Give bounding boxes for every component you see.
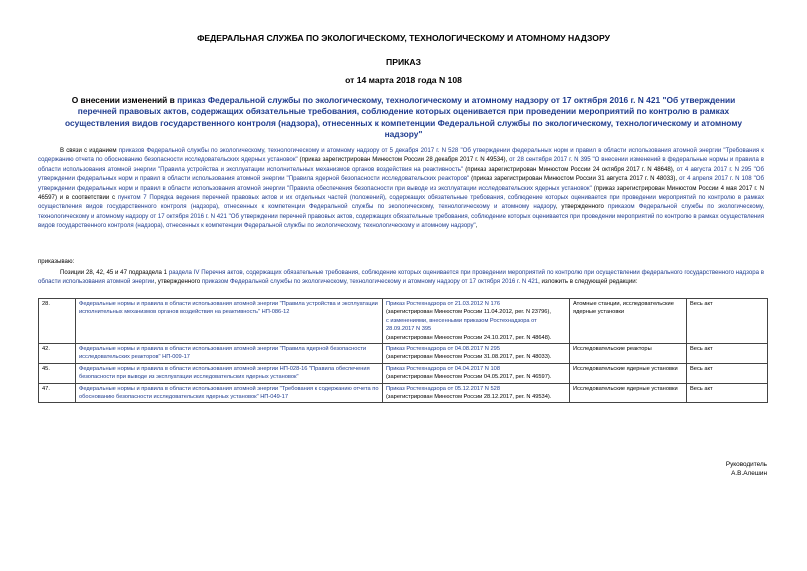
amendment-link[interactable]: приказом Федеральной службы по экологическому, технологическому и атомному надзору от 17 октября 2016 г. N 421 [201,278,539,286]
preamble-link[interactable]: от 4 августа 2017 г. N 295 "Об утверждении федеральных норм и правил в области использования атомной энергии "Правила ядерной безопасности исследовательских реакторов" [38,165,764,183]
act-name-link[interactable]: Федеральные нормы и правила в области использования атомной энергии НП-028-16 "Правила обеспечения безопасности при выводе из эксплуатации исследовательских ядерных установок" [79,365,370,381]
preamble-text: (приказ зарегистрирован Минюстом России 24 октября 2017 г. N 48648), [463,165,677,173]
scope-cell: Атомные станции, исследовательские ядерные установки [570,299,687,344]
scope-cell: Исследовательские ядерные установки [570,363,687,383]
row-number: 42. [39,344,76,364]
document-subject [60,95,747,141]
document-type: ПРИКАЗ [386,57,421,67]
table-row [39,363,768,383]
preamble-text: (приказ зарегистрирован Минюстом России 28 декабря 2017 г. N 49534), [297,156,510,164]
scope-cell: Исследовательские реакторы [570,344,687,364]
preamble-link[interactable]: приказов Федеральной службы по экологическому, технологическому и атомному надзору от 5 декабря 2017 г. N 528 "Об утверждении федеральных норм и правил в области использования атомной энергии "Требования к содержанию отчета по обоснованию безопасности исследовательских ядерных установок" [38,147,764,164]
preamble-link[interactable]: от 4 апреля 2017 г. N 108 "Об утверждении федеральных норм и правил в области использования атомной энергии "Правила обеспечения безопасности при выводе из эксплуатации исследовательских ядерных установок" [38,175,764,192]
act-name-link[interactable]: Федеральные нормы и правила в области использования атомной энергии "Правила устройства и эксплуатации исполнительных механизмов органов воздействия на реактивность" НП-086-12 [79,301,378,316]
extent-cell: Весь акт [687,299,768,344]
amendment-order-link[interactable]: с изменениями, внесенными приказом Ростехнадзора от 28.09.2017 N 395 [386,317,537,333]
amendment-text: , утвержденного [154,278,202,286]
approval-link[interactable]: Приказ Ростехнадзора от 04.08.2017 N 295 [386,346,500,353]
row-number: 45. [39,363,76,383]
act-name-link[interactable]: Федеральные нормы и правила в области использования атомной энергии "Требования к содержанию отчета по обоснованию безопасности исследовательских ядерных установок" НП-049-17 [79,385,379,401]
subject-lead: О внесении изменений в [71,95,178,105]
amendments-table [38,298,768,403]
amendment-text: Позиции 28, 42, 45 и 47 подраздела 1 [60,269,169,276]
preamble-text: В связи с изданием [60,147,119,154]
approval-cell [383,299,570,344]
extent-cell: Весь акт [687,344,768,364]
signatory-title: Руководитель [725,461,767,468]
preamble-link[interactable]: приказом Федеральной службы по экологическому, технологическому и атомному надзору от 17 октября 2016 г. N 421 "Об утверждении перечней правовых актов, содержащих обязательные требования, соблюдение которых оценивается при проведении мероприятий по контролю в рамках осуществления видов государственного контроля (надзора), отнесенных к компетенции Федеральной службы по экологическому, технологическому и атомному надзору" [38,203,765,230]
signature-block [726,460,767,478]
amendment-paragraph [38,268,764,287]
amendment-text: , изложить в следующей редакции: [538,278,638,286]
signatory-name: А.В.Алешин [731,470,767,477]
registration-text: (зарегистрирован Минюстом России 11.04.2012, рег. N 23796), [386,309,551,316]
subject-link[interactable]: приказ Федеральной службы по экологическому, технологическому и атомному надзору от 17 октября 2016 г. N 421 "Об утверждении перечней правовых актов, содержащих обязательные требования, соблюдение которых оценивается при проведении мероприятий по контролю в рамках осуществления видов государственного контроля (надзора), отнесенных к компетенции Федеральной службы по экологическому, технологическому и атомному надзору" [64,95,743,140]
registration-text: (зарегистрирован Минюстом России 31.08.2017, рег. N 48033). [386,354,552,361]
table-row [39,344,768,364]
agency-heading: ФЕДЕРАЛЬНАЯ СЛУЖБА ПО ЭКОЛОГИЧЕСКОМУ, ТЕХНОЛОГИЧЕСКОМУ И АТОМНОМУ НАДЗОРУ [197,33,610,43]
approval-link[interactable]: Приказ Ростехнадзора от 04.04.2017 N 108 [386,365,500,372]
preamble-text: , утвержденного [555,203,609,211]
amendment-link[interactable]: раздела IV Перечня актов, содержащих обязательные требования, соблюдение которых оценивается при проведении мероприятий по контролю при осуществлении федерального государственного надзора в области использования атомной энергии [38,269,765,286]
registration-text: (зарегистрирован Минюстом России 24.10.2017, рег. N 48648). [386,334,552,341]
preamble-link[interactable]: от 28 сентября 2017 г. N 395 "О внесении изменений в федеральные нормы и правила в области использования атомной энергии "Правила устройства и эксплуатации исполнительных механизмов органов воздействия на реактивность" [38,156,764,173]
preamble-text: (приказ зарегистрирован Минюстом России 4 мая 2017 г. N 46597) и в соответствии с [38,184,764,202]
scope-cell: Исследовательские ядерные установки [570,383,687,403]
act-name-cell [76,383,383,403]
approval-link[interactable]: Приказ Ростехнадзора от 21.03.2012 N 176 [386,301,500,307]
row-number: 28. [39,299,76,344]
approval-cell [383,344,570,364]
preamble-text: (приказ зарегистрирован Минюстом России 31 августа 2017 г. N 48033), [469,175,680,183]
approval-cell [383,363,570,383]
act-name-link[interactable]: Федеральные нормы и правила в области использования атомной энергии "Правила ядерной безопасности исследовательских реакторов" НП-009-17 [79,346,367,361]
registration-text: (зарегистрирован Минюстом России 04.05.2017, рег. N 46597). [386,374,552,381]
document-date: от 14 марта 2018 года N 108 [345,75,462,85]
orders-text: приказываю: [38,258,75,265]
row-number: 47. [39,383,76,403]
table-row [39,299,768,344]
act-name-cell [76,344,383,364]
table-row [39,383,768,403]
preamble-paragraph [38,146,764,231]
act-name-cell [76,363,383,383]
preamble-link[interactable]: пунктом 7 Порядка ведения перечней правовых актов и их отдельных частей (положений), содержащих обязательные требования, соблюдение которых оценивается при проведении мероприятий по контролю в рамках осуществления видов государственного контроля (надзора), отнесенных к компетенции Федеральной службы по экологическому, технологическому и атомному надзору [38,194,764,211]
act-name-cell [76,299,383,344]
preamble-text: , [475,222,478,230]
registration-text: (зарегистрирован Минюстом России 28.12.2017, рег. N 49534). [386,394,552,401]
extent-cell: Весь акт [687,363,768,383]
approval-link[interactable]: Приказ Ростехнадзора от 05.12.2017 N 528 [386,385,500,392]
extent-cell: Весь акт [687,383,768,403]
approval-cell [383,383,570,403]
